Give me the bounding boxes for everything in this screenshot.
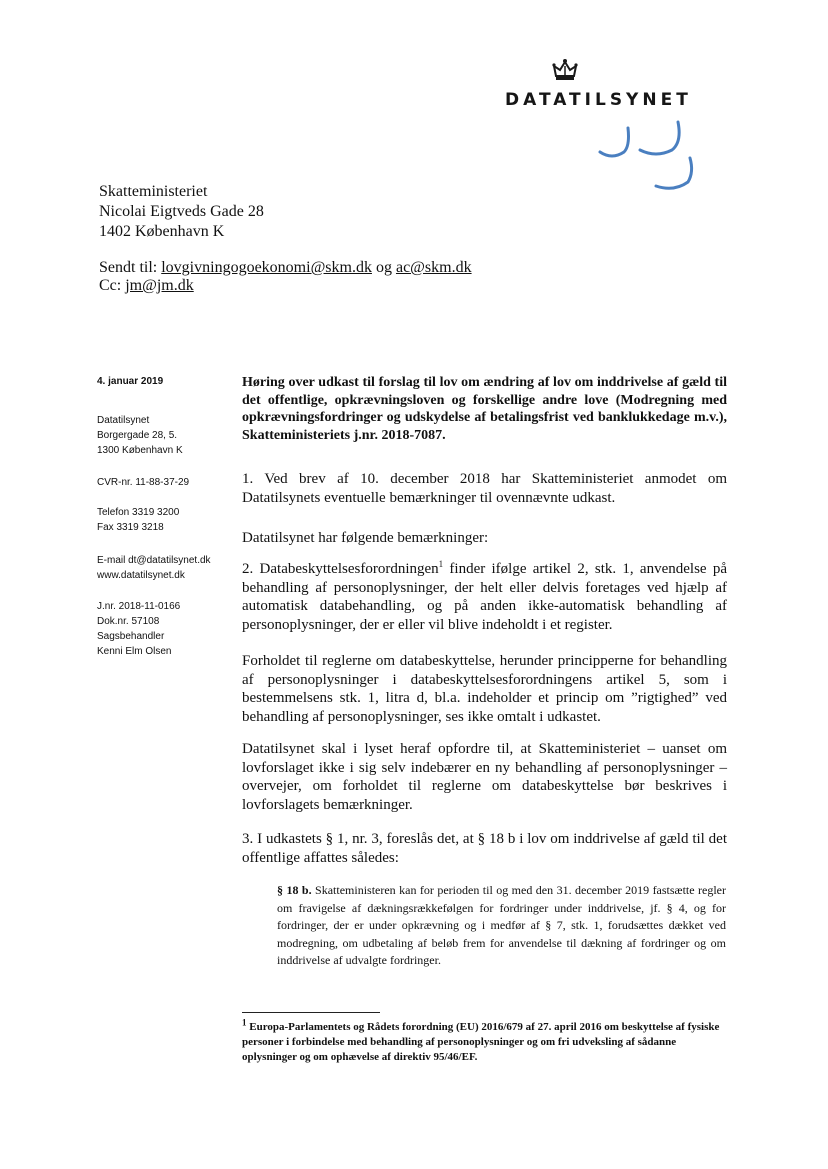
cc-line — [99, 277, 472, 295]
paragraph-6-text: I udkastets § 1, nr. 3, foreslås det, at § 18 b i lov om inddrivelse af gæld til det offentlige affattes således: — [242, 831, 727, 866]
paragraph-1 — [242, 470, 727, 507]
sender-fax: Fax 3319 3218 — [97, 522, 164, 533]
paragraph-6-number: 3. — [242, 831, 254, 847]
quoted-provision — [277, 882, 726, 970]
sender-org: Datatilsynet — [97, 415, 150, 426]
cvr-text: CVR-nr. 11-88-37-29 — [97, 477, 190, 488]
paragraph-4: Forholdet til reglerne om databeskyttelse, herunder principperne for behandling af personoplysninger i databeskyttelsesforordningens artikel 5, som i bestemmelsens stk. 1, litra d, bl.a. indeholder et princip om ”rigtighed” ved behandling af personoplysninger, ses ikke omtalt i udkastet. — [242, 653, 727, 725]
cc-label: Cc: — [99, 277, 126, 294]
sender-contact — [97, 553, 211, 583]
date-text: 4. januar 2019 — [97, 376, 164, 387]
recipient-name: Skatteministeriet — [99, 183, 208, 200]
case-info — [97, 599, 180, 659]
quote-heading: § 18 b. — [277, 883, 312, 897]
letter-subject: Høring over udkast til forslag til lov om ændring af lov om inddrivelse af gæld til det offentlige, opkrævningsloven og forskellige andre love (Modregning med opkrævningsfordringer og udskydelse af betalingsfrist ved banklukkedage m.v.), Skatteministeriets j.nr. 2018-7087. — [242, 375, 727, 443]
sender-web[interactable]: www.datatilsynet.dk — [97, 570, 185, 581]
sender-street: Borgergade 28, 5. — [97, 430, 178, 441]
paragraph-3-text-a: Databeskyttelsesforordningen — [259, 561, 439, 577]
letter-date — [97, 374, 163, 389]
paragraph-3-text-b: finder ifølge artikel 2, stk. 1, anvendelse på behandling af personoplysninger, der helt eller delvis foretages ved hjælp af automatisk databehandling, og på anden ikke-automatisk behandling af personoplysninger, der er eller vil blive indeholdt i et register. — [242, 561, 728, 633]
recipient-street: Nicolai Eigtveds Gade 28 — [99, 203, 264, 220]
datatilsynet-logo — [505, 58, 725, 118]
document-number: Dok.nr. 57108 — [97, 616, 160, 627]
footnote-ref[interactable]: 1 — [438, 559, 444, 569]
logo-wordmark: DATATILSYNET — [505, 90, 692, 110]
quote-text: Skatteministeren kan for perioden til og med den 31. december 2019 fastsætte regler om fravigelse af dækningsrækkefølgen for fordringer under inddrivelse, jf. § 4, og for fordringer, der er under opkrævning og i medfør af § 7, stk. 1, forudsættes dækket ved modregning, om udbetaling af beløb frem for anvendelse til dækning af fordringer og om inddrivelse af udvalgte fordringer. — [277, 883, 726, 967]
handler-label: Sagsbehandler — [97, 631, 165, 642]
cc-email[interactable]: jm@jm.dk — [125, 277, 194, 294]
recipient-address — [99, 182, 264, 242]
send-info — [99, 259, 472, 295]
sent-to-joiner: og — [371, 259, 396, 276]
footnote — [242, 1017, 732, 1065]
handler-name: Kenni Elm Olsen — [97, 646, 172, 657]
sent-to-line — [99, 259, 472, 277]
royal-crown-icon — [550, 58, 580, 84]
sender-phone: Telefon 3319 3200 — [97, 507, 180, 518]
sent-to-email-2[interactable]: ac@skm.dk — [395, 259, 472, 276]
paragraph-2: Datatilsynet har følgende bemærkninger: — [242, 530, 489, 546]
sender-address — [97, 413, 183, 458]
sender-phone-fax — [97, 505, 179, 535]
sender-postal: 1300 København K — [97, 445, 183, 456]
footnote-divider — [242, 1012, 380, 1013]
sent-to-label: Sendt til: — [99, 259, 162, 276]
paragraph-3-number: 2. — [242, 561, 254, 577]
recipient-postal: 1402 København K — [99, 223, 225, 240]
paragraph-1-text: Ved brev af 10. december 2018 har Skatteministeriet anmodet om Datatilsynets eventuelle bemærkninger til ovennævnte udkast. — [242, 471, 727, 506]
footnote-number: 1 — [242, 1017, 247, 1028]
paragraph-6 — [242, 830, 727, 867]
paragraph-1-number: 1. — [242, 471, 254, 487]
journal-number: J.nr. 2018-11-0166 — [97, 601, 181, 612]
paragraph-3 — [242, 560, 727, 634]
paragraph-5: Datatilsynet skal i lyset heraf opfordre til, at Skatteministeriet – uanset om lovforslaget ikke i sig selv indebærer en ny behandling af personoplysninger – overvejer, om forholdet til reglerne om databeskyttelse bør beskrives i lovforslagets bemærkninger. — [242, 741, 727, 813]
footnote-text: Europa-Parlamentets og Rådets forordning (EU) 2016/679 af 27. april 2016 om beskyttelse af fysiske personer i forbindelse med behandling af personoplysninger og om fri udveksling af sådanne oplysninger og om ophævelse af direktiv 95/46/EF. — [242, 1021, 720, 1063]
handwritten-initials — [598, 120, 708, 200]
sender-email[interactable]: E-mail dt@datatilsynet.dk — [97, 555, 211, 566]
sender-cvr — [97, 475, 189, 490]
sent-to-email-1[interactable]: lovgivningogoekonomi@skm.dk — [161, 259, 372, 276]
